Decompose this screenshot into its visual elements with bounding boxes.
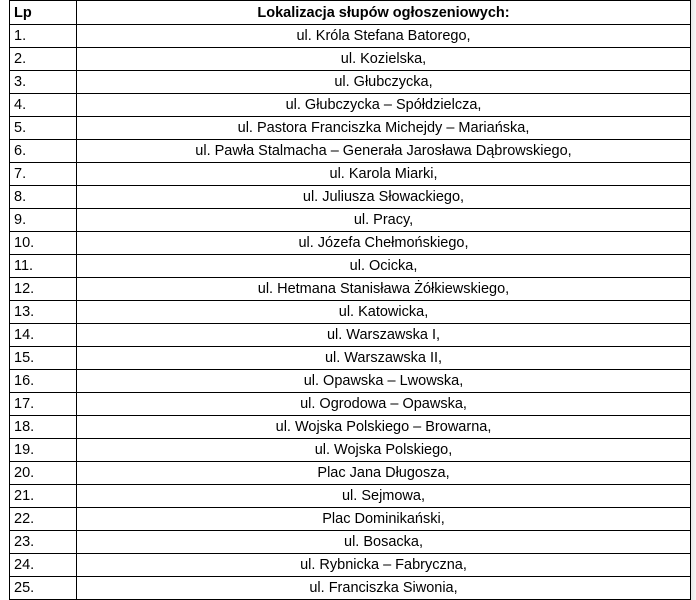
table-row [10, 416, 691, 439]
table-row [10, 439, 691, 462]
location-cell: ul. Hetmana Stanisława Żółkiewskiego, [77, 278, 691, 301]
row-number-cell: 23. [10, 531, 77, 554]
table-row [10, 48, 691, 71]
table-row [10, 25, 691, 48]
location-cell: ul. Wojska Polskiego, [77, 439, 691, 462]
location-cell: ul. Juliusza Słowackiego, [77, 186, 691, 209]
location-cell: ul. Głubczycka – Spółdzielcza, [77, 94, 691, 117]
table-row [10, 577, 691, 600]
table-row [10, 301, 691, 324]
location-cell: Plac Jana Długosza, [77, 462, 691, 485]
row-number-cell: 5. [10, 117, 77, 140]
location-cell: ul. Ocicka, [77, 255, 691, 278]
row-number-cell: 25. [10, 577, 77, 600]
announcement-posts-table [9, 0, 691, 600]
table-body [10, 25, 691, 600]
table-row [10, 462, 691, 485]
location-cell: ul. Bosacka, [77, 531, 691, 554]
header-location: Lokalizacja słupów ogłoszeniowych: [77, 1, 691, 25]
table-row [10, 71, 691, 94]
row-number-cell: 9. [10, 209, 77, 232]
location-cell: ul. Józefa Chełmońskiego, [77, 232, 691, 255]
table-row [10, 393, 691, 416]
location-cell: ul. Pracy, [77, 209, 691, 232]
page-edge-shadow [691, 0, 696, 600]
table-row [10, 255, 691, 278]
row-number-cell: 13. [10, 301, 77, 324]
location-cell: ul. Warszawska I, [77, 324, 691, 347]
location-cell: ul. Sejmowa, [77, 485, 691, 508]
row-number-cell: 7. [10, 163, 77, 186]
row-number-cell: 3. [10, 71, 77, 94]
location-cell: ul. Katowicka, [77, 301, 691, 324]
row-number-cell: 11. [10, 255, 77, 278]
table-row [10, 278, 691, 301]
row-number-cell: 18. [10, 416, 77, 439]
location-cell: ul. Głubczycka, [77, 71, 691, 94]
row-number-cell: 8. [10, 186, 77, 209]
row-number-cell: 14. [10, 324, 77, 347]
row-number-cell: 19. [10, 439, 77, 462]
table-row [10, 531, 691, 554]
location-cell: ul. Warszawska II, [77, 347, 691, 370]
table-row [10, 554, 691, 577]
table-row [10, 324, 691, 347]
row-number-cell: 6. [10, 140, 77, 163]
table-row [10, 140, 691, 163]
table-row [10, 186, 691, 209]
row-number-cell: 2. [10, 48, 77, 71]
table-row [10, 485, 691, 508]
table-row [10, 347, 691, 370]
location-cell: ul. Karola Miarki, [77, 163, 691, 186]
table-header-row [10, 1, 691, 25]
row-number-cell: 12. [10, 278, 77, 301]
location-cell: ul. Rybnicka – Fabryczna, [77, 554, 691, 577]
row-number-cell: 24. [10, 554, 77, 577]
location-cell: Plac Dominikański, [77, 508, 691, 531]
location-cell: ul. Pastora Franciszka Michejdy – Mariańska, [77, 117, 691, 140]
table-row [10, 117, 691, 140]
row-number-cell: 15. [10, 347, 77, 370]
location-cell: ul. Pawła Stalmacha – Generała Jarosława Dąbrowskiego, [77, 140, 691, 163]
row-number-cell: 4. [10, 94, 77, 117]
row-number-cell: 16. [10, 370, 77, 393]
row-number-cell: 1. [10, 25, 77, 48]
location-cell: ul. Franciszka Siwonia, [77, 577, 691, 600]
table-row [10, 94, 691, 117]
row-number-cell: 20. [10, 462, 77, 485]
row-number-cell: 21. [10, 485, 77, 508]
location-cell: ul. Opawska – Lwowska, [77, 370, 691, 393]
location-cell: ul. Kozielska, [77, 48, 691, 71]
location-cell: ul. Króla Stefana Batorego, [77, 25, 691, 48]
row-number-cell: 17. [10, 393, 77, 416]
location-cell: ul. Wojska Polskiego – Browarna, [77, 416, 691, 439]
table-row [10, 232, 691, 255]
table-row [10, 209, 691, 232]
table-row [10, 370, 691, 393]
table-row [10, 508, 691, 531]
table-row [10, 163, 691, 186]
row-number-cell: 22. [10, 508, 77, 531]
row-number-cell: 10. [10, 232, 77, 255]
location-cell: ul. Ogrodowa – Opawska, [77, 393, 691, 416]
header-lp: Lp [10, 1, 77, 25]
